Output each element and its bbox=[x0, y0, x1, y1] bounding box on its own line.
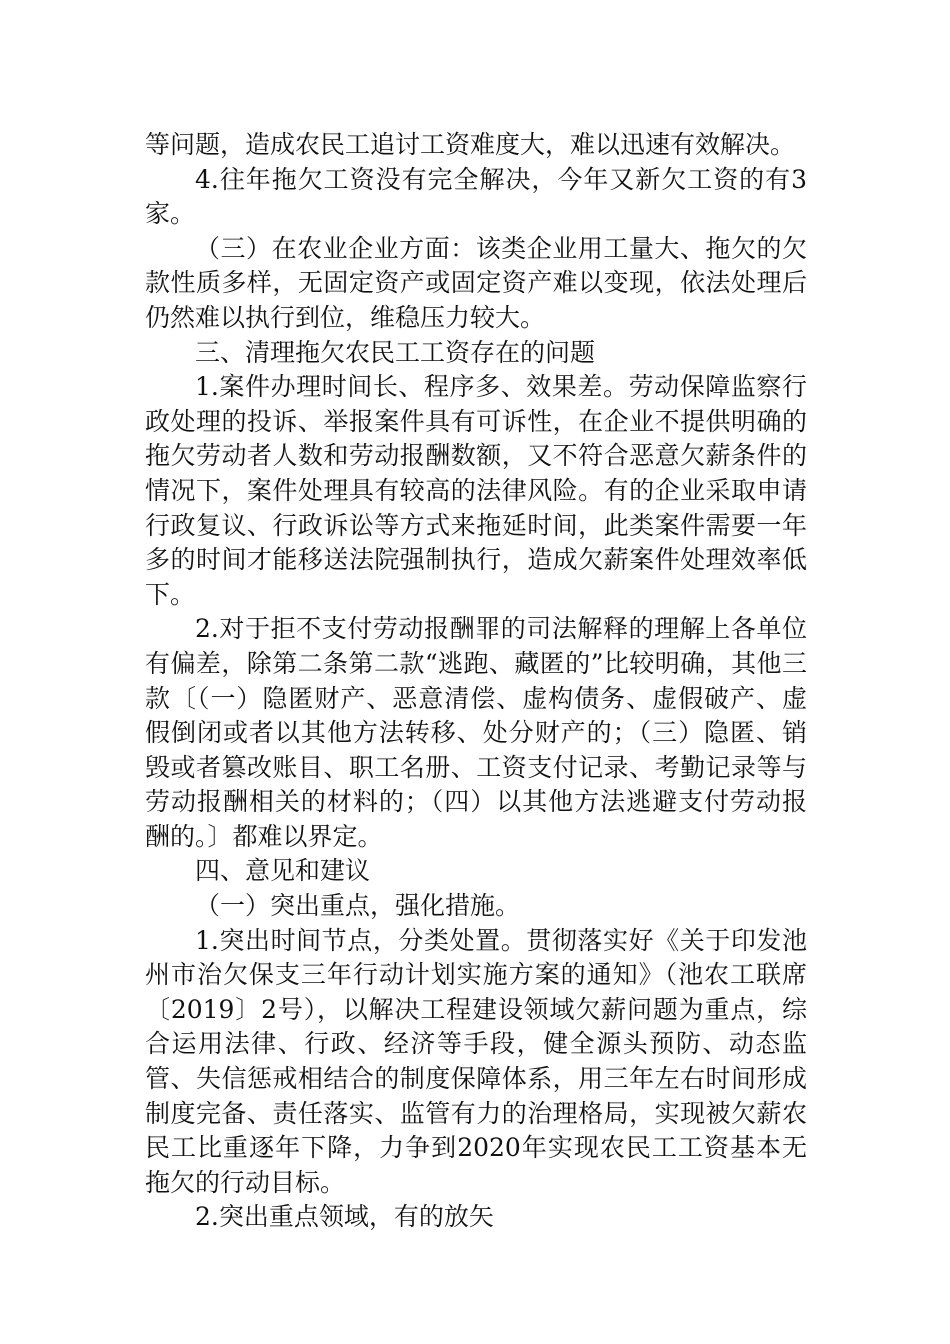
section-heading-3: 三、清理拖欠农民工工资存在的问题 bbox=[195, 337, 596, 367]
paragraph-continuation: 等问题，造成农民工追讨工资难度大，难以迅速有效解决。 bbox=[145, 130, 796, 159]
subheading-1: （一）突出重点，强化措施。 bbox=[195, 891, 521, 921]
paragraph-issue-1: 1.案件办理时间长、程序多、效果差。劳动保障监察行政处理的投诉、举报案件具有可诉性，在企业不提供明确的拖欠劳动者人数和劳动报酬数额，又不符合恶意欠薪条件的情况下，案件处理具有较高的法律风险。有的企业采取申请行政复议、行政诉讼等方式来拖延时间，此类案件需要一年多的时间才能移送法院强制执行，造成欠薪案件处理效率低下。 bbox=[145, 372, 807, 609]
paragraph-suggestion-2: 2.突出重点领域，有的放矢 bbox=[195, 1202, 494, 1232]
paragraph-suggestion-1: 1.突出时间节点，分类处置。贯彻落实好《关于印发池州市治欠保支三年行动计划实施方案的通知》（池农工联席〔2019〕2号），以解决工程建设领域欠薪问题为重点，综合运用法律、行政、经济等手段，健全源头预防、动态监管、失信惩戒相结合的制度保障体系，用三年左右时间形成制度完备、责任落实、监管有力的治理格局，实现被欠薪农民工比重逐年下降，力争到2020年实现农民工工资基本无拖欠的行动目标。 bbox=[145, 925, 807, 1197]
section-heading-4: 四、意见和建议 bbox=[195, 856, 371, 886]
document-body bbox=[145, 128, 807, 1235]
paragraph-agriculture: （三）在农业企业方面：该类企业用工量大、拖欠的欠款性质多样，无固定资产或固定资产难以变现，依法处理后仍然难以执行到位，维稳压力较大。 bbox=[145, 233, 807, 332]
paragraph-issue-2: 2.对于拒不支付劳动报酬罪的司法解释的理解上各单位有偏差，除第二条第二款“逃跑、藏匿的”比较明确，其他三款〔（一）隐匿财产、恶意清偿、虚构债务、虚假破产、虚假倒闭或者以其他方法转移、处分财产的；（三）隐匿、销毁或者篡改账目、职工名册、工资支付记录、考勤记录等与劳动报酬相关的材料的；（四）以其他方法逃避支付劳动报酬的。〕都难以界定。 bbox=[145, 614, 807, 851]
paragraph-item-4: 4.往年拖欠工资没有完全解决，今年又新欠工资的有3家。 bbox=[145, 164, 807, 229]
